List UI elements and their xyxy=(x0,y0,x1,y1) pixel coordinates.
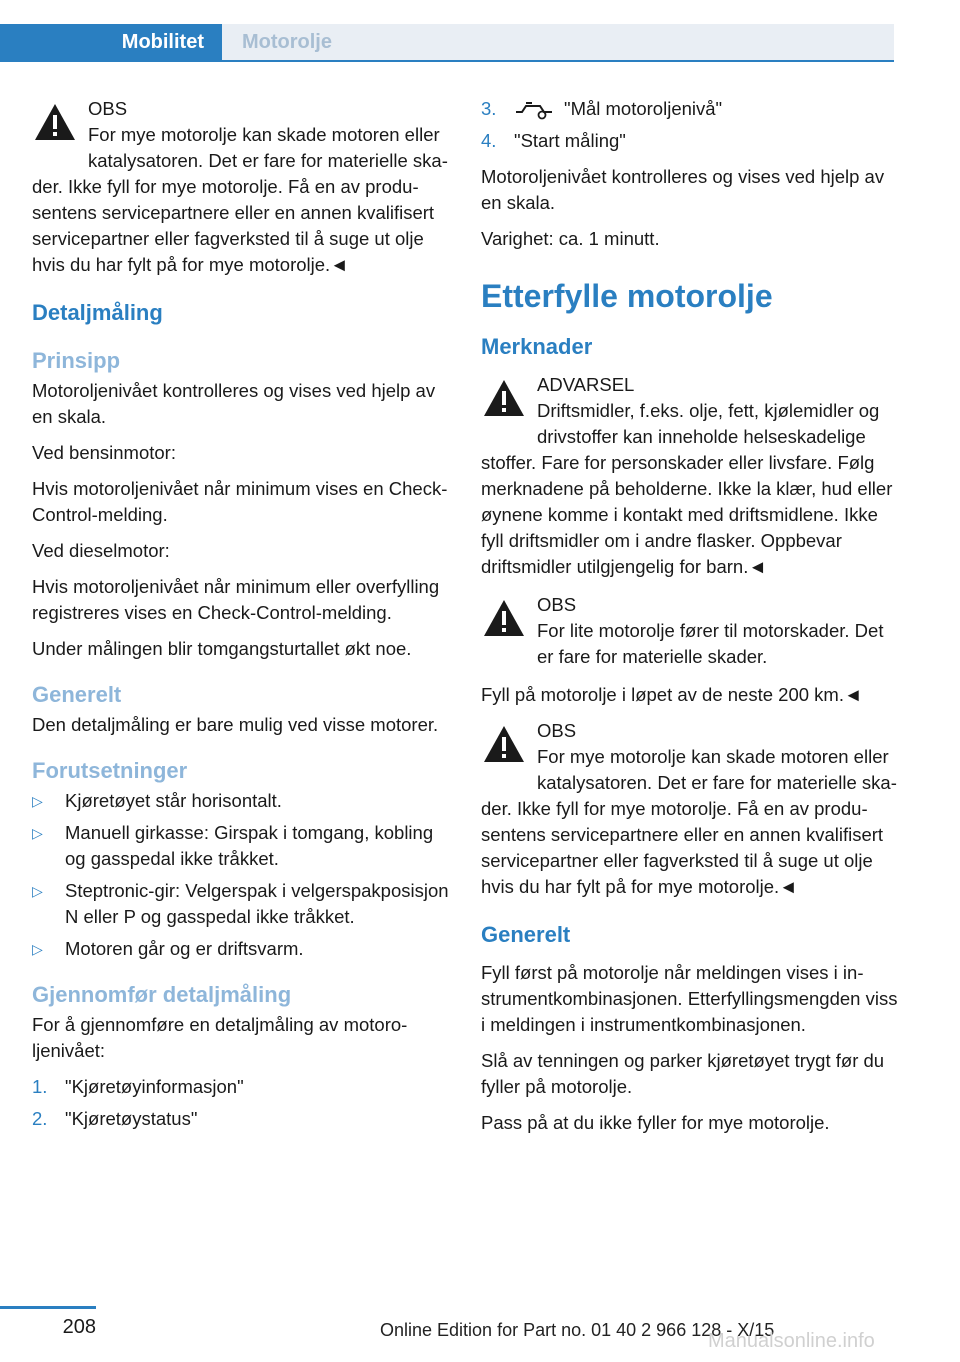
heading-detaljmaling: Detaljmåling xyxy=(32,300,163,325)
heading-prinsipp: Prinsipp xyxy=(32,348,121,373)
heading-generelt: Generelt xyxy=(481,922,571,947)
step-item xyxy=(32,1074,450,1100)
paragraph: Hvis motoroljenivået når minimum vises en Check-Control-melding. xyxy=(32,478,448,525)
warning-advarsel-block xyxy=(481,372,899,580)
step-text: "Kjøretøyinformasjon" xyxy=(65,1076,244,1097)
heading-merknader: Merknader xyxy=(481,334,593,359)
header-divider xyxy=(0,60,894,62)
paragraph: Ved bensinmotor: xyxy=(32,442,176,463)
step-text: "Kjøretøystatus" xyxy=(65,1108,198,1129)
steps-list xyxy=(32,1074,450,1132)
footer-divider xyxy=(0,1306,96,1309)
step-text: "Start måling" xyxy=(514,130,626,151)
list-item-text: Manuell girkasse: Girspak i tomgang, kobling og gasspedal ikke tråkket. xyxy=(65,822,434,869)
warning-text: For lite motorolje fører til motorskader. Det er fare for materielle skader. xyxy=(537,620,884,667)
step-item xyxy=(481,128,899,154)
step-item xyxy=(32,1106,450,1132)
paragraph: Hvis motoroljenivået når minimum eller overfylling registreres vises en Check-Control-melding. xyxy=(32,576,440,623)
car-oil-icon xyxy=(514,100,554,120)
paragraph: Slå av tenningen og parker kjøretøyet trygt før du fyller på motorolje. xyxy=(481,1050,885,1097)
steps-list-continued xyxy=(481,96,899,154)
warning-text: For mye motorolje kan skade motoren eller katalysatoren. Det er fare for materielle skader. Ikke fyll for mye motorolje. Få en av produsentens servicepartnere eller en annen kvalifisert servicepartner eller fagverksted til å suge ut olje hvis du har fylt på for mye motorolje.◄ xyxy=(32,124,448,275)
list-item-text: Kjøretøyet står horisontalt. xyxy=(65,790,282,811)
paragraph: Fyll først på motorolje når meldingen vises i instrumentkombinasjonen. Etterfyllingsmengden viss i meldingen i instrumentkombinasjonen. xyxy=(481,962,898,1035)
step-number: 2. xyxy=(32,1108,48,1129)
warning-triangle-icon xyxy=(481,376,527,420)
paragraph: For å gjennomføre en detaljmåling av motoroljenivået: xyxy=(32,1014,408,1061)
edition-text: Online Edition for Part no. 01 40 2 966 128 - X/15 xyxy=(380,1320,775,1340)
paragraph: Fyll på motorolje i løpet av de neste 200 km.◄ xyxy=(481,684,863,705)
tab-motorolje[interactable]: Motorolje xyxy=(222,24,894,60)
paragraph: Motoroljenivået kontrolleres og vises ved hjelp av en skala. xyxy=(32,380,436,427)
heading-gjennomfor: Gjennomfør detaljmåling xyxy=(32,982,292,1007)
warning-triangle-icon xyxy=(32,100,78,144)
right-column xyxy=(481,96,899,1146)
paragraph: Under målingen blir tomgangsturtallet økt noe. xyxy=(32,638,412,659)
warning-triangle-icon xyxy=(481,596,527,640)
triangle-bullet-icon: ▷ xyxy=(32,825,43,841)
step-item xyxy=(481,96,899,122)
warning-title: OBS xyxy=(88,98,128,119)
warning-text: For mye motorolje kan skade motoren eller katalysatoren. Det er fare for materielle skader. Ikke fyll for mye motorolje. Få en av produsentens servicepartnere eller en annen kvalifisert servicepartner eller fagverksted til å suge ut olje hvis du har fylt på for mye motorolje.◄ xyxy=(481,746,897,897)
warning-obs-block xyxy=(481,592,899,670)
list-item xyxy=(32,820,450,872)
warning-text: Driftsmidler, f.eks. olje, fett, kjølemidler og drivstoffer kan inneholde helseskadelige stoffer. Fare for personskader eller livsfare. Følg merknadene på beholderne. Ikke la klær, hud eller øynene komme i kontakt med driftsmidlene. Ikke fyll driftsmidler om i andre flasker. Oppbevar driftsmidler utilgjengelig for barn.◄ xyxy=(481,400,893,577)
list-item xyxy=(32,788,450,814)
tab-mobilitet[interactable]: Mobilitet xyxy=(0,24,222,60)
paragraph: Varighet: ca. 1 minutt. xyxy=(481,228,660,249)
prerequisite-list xyxy=(32,788,450,962)
header-tab-bar xyxy=(0,24,894,62)
heading-forutsetninger: Forutsetninger xyxy=(32,758,188,783)
heading-generelt: Generelt xyxy=(32,682,122,707)
triangle-bullet-icon: ▷ xyxy=(32,941,43,957)
list-item xyxy=(32,936,450,962)
paragraph: Den detaljmåling er bare mulig ved visse motorer. xyxy=(32,714,439,735)
list-item xyxy=(32,878,450,930)
page-header xyxy=(0,0,960,62)
warning-title: ADVARSEL xyxy=(537,374,635,395)
step-number: 3. xyxy=(481,98,497,119)
triangle-bullet-icon: ▷ xyxy=(32,793,43,809)
left-column xyxy=(32,96,450,1142)
warning-title: OBS xyxy=(537,594,577,615)
step-text: "Mål motoroljenivå" xyxy=(564,98,723,119)
step-number: 4. xyxy=(481,130,497,151)
paragraph: Motoroljenivået kontrolleres og vises ved hjelp av en skala. xyxy=(481,166,885,213)
page-number: 208 xyxy=(62,1316,96,1338)
watermark: Manualsonline.info xyxy=(708,1330,875,1352)
warning-title: OBS xyxy=(537,720,577,741)
warning-obs-block xyxy=(481,718,899,900)
warning-obs-block xyxy=(32,96,450,278)
warning-triangle-icon xyxy=(481,722,527,766)
triangle-bullet-icon: ▷ xyxy=(32,883,43,899)
paragraph: Pass på at du ikke fyller for mye motorolje. xyxy=(481,1112,830,1133)
step-number: 1. xyxy=(32,1076,48,1097)
list-item-text: Steptronic-gir: Velgerspak i velgerspakposisjon N eller P og gasspedal ikke tråkket. xyxy=(65,880,449,927)
paragraph: Ved dieselmotor: xyxy=(32,540,170,561)
list-item-text: Motoren går og er driftsvarm. xyxy=(65,938,304,959)
heading-etterfylle-motorolje: Etterfylle motorolje xyxy=(481,278,773,314)
